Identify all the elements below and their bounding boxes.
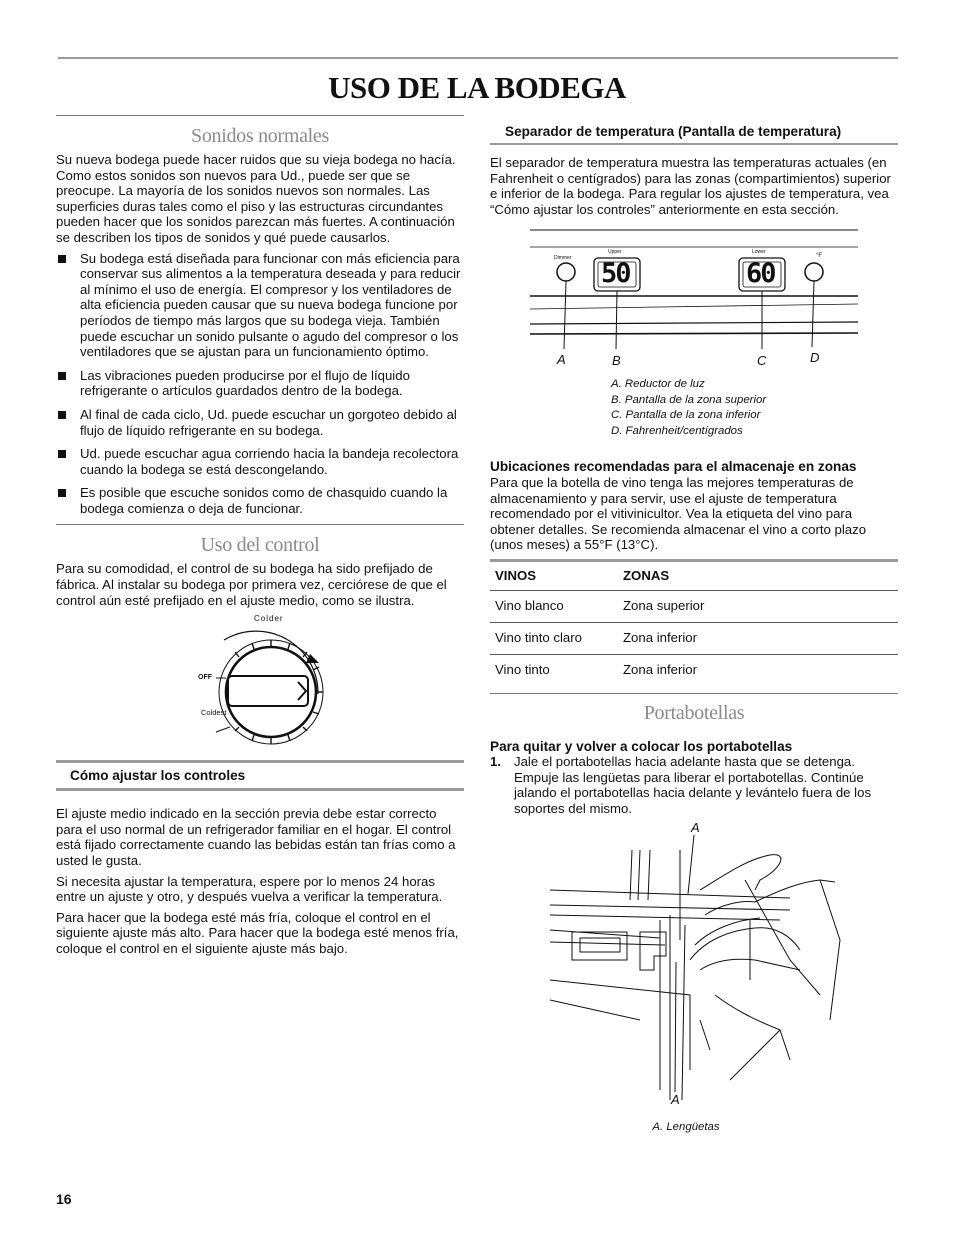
section-divider: [490, 143, 898, 145]
list-item: Ud. puede escuchar agua corriendo hacia la bandeja recolectora cuando la bodega se está descongelando.: [56, 446, 464, 477]
control-intro: Para su comodidad, el control de su bodega ha sido prefijado de fábrica. Al instalar su bodega por primera vez, cerciórese de que el control aún esté prefijado en el ajuste medio, como se ilustra.: [56, 561, 447, 608]
control-dial-figure: [56, 614, 464, 756]
callout-a: A: [557, 352, 566, 368]
dial-label-off: OFF: [198, 674, 212, 682]
upper-label: Upper: [608, 249, 622, 256]
section-divider: [56, 524, 464, 525]
panel-captions: [611, 377, 898, 439]
list-item: Al final de cada ciclo, Ud. puede escuchar un gorgoteo debido al flujo de líquido refrigerante en su bodega.: [56, 407, 464, 438]
temperature-panel-icon: [490, 229, 898, 379]
sonidos-list: [56, 251, 464, 517]
table-cell: Vino tinto claro: [490, 622, 618, 654]
callout-a-bottom: A: [671, 1092, 680, 1108]
dial-label-colder: Colder: [254, 614, 284, 624]
table-header: ZONAS: [618, 560, 898, 590]
section-title-control: Uso del control: [200, 534, 320, 557]
dial-label-coldest: Coldest: [201, 708, 227, 718]
unit-label: °F: [816, 253, 823, 260]
callout-c: C: [757, 353, 767, 369]
caption-line: C. Pantalla de la zona inferior: [611, 409, 761, 422]
table-header: VINOS: [490, 560, 618, 590]
adjust-controls-heading: Cómo ajustar los controles: [56, 760, 464, 791]
dimmer-label: Dimmer: [554, 255, 572, 262]
storage-heading: Ubicaciones recomendadas para el almacenaje en zonas: [490, 459, 857, 474]
adjust-paragraph: El ajuste medio indicado en la sección previa debe estar correcto para el uso normal de un refrigerador familiar en el hogar. El control está fijado correctamente cuando las bebidas están tan frías como a usted le gusta.: [56, 806, 456, 869]
bullet-icon: [58, 372, 66, 380]
table-cell: Zona superior: [618, 590, 898, 622]
sonidos-intro: Su nueva bodega puede hacer ruidos que su vieja bodega no hacía. Como estos sonidos son nuevos para Ud., puede ser que se preocupe. La mayoría de los sonidos nuevos son normales. Las superficies duras tales como el piso y las estructuras circundantes pueden hacer que los sonidos parezcan más fuertes. A continuación se describen los tipos de sonidos y qué puede causarlos.: [56, 152, 456, 245]
storage-intro: Para que la botella de vino tenga las mejores temperaturas de almacenamiento y para servir, use el ajuste de temperatura recomendado por el vitivinicultor. Vea la etiqueta del vino para obtener detalles. Se recomienda almacenar el vino a corto plazo (unos meses) a 55°F (13°C).: [490, 475, 867, 553]
section-title-sonidos: Sonidos normales: [191, 125, 329, 147]
table-cell: Zona inferior: [618, 622, 898, 654]
callout-d: D: [810, 350, 820, 366]
callout-b: B: [612, 353, 621, 369]
section-divider: [490, 693, 898, 694]
separator-intro: El separador de temperatura muestra las temperaturas actuales (en Fahrenheit o centígrados) para las zonas (compartimientos) superior e inferior de la bodega. Para regular los ajustes de temperatura, vea “Cómo ajustar los controles” anteriormente en esta sección.: [490, 155, 891, 217]
callout-a-top: A: [691, 820, 700, 836]
lower-temp-display: 60: [746, 258, 775, 290]
adjust-paragraph: Para hacer que la bodega esté más fría, coloque el control en el siguiente ajuste más alto. Para hacer que la bodega esté menos fría, coloque el control en el siguiente ajuste más bajo.: [56, 909, 459, 956]
step-number: 1.: [490, 753, 501, 769]
caption-line: A. Reductor de luz: [611, 378, 705, 391]
caption-line: B. Pantalla de la zona superior: [611, 393, 767, 406]
bullet-icon: [58, 450, 66, 458]
separator-heading: Separador de temperatura (Pantalla de temperatura): [505, 124, 842, 139]
upper-temp-display: 50: [601, 258, 630, 290]
bullet-icon: [58, 411, 66, 419]
right-column: [490, 115, 898, 1136]
table-cell: Vino tinto: [495, 661, 550, 677]
top-rule: [58, 57, 898, 59]
portabotellas-subheading: Para quitar y volver a colocar los portabotellas: [490, 738, 793, 754]
section-divider: [56, 115, 464, 116]
section-title-portabotellas: Portabotellas: [643, 701, 745, 724]
step-item: [490, 754, 898, 816]
step-text: Jale el portabotellas hacia adelante hasta que se detenga. Empuje las lengüetas para liberar el portabotellas. Continúe jalando el portabotellas hacia delante y levántelo fuera de los soportes del mismo.: [514, 753, 872, 816]
list-item: Es posible que escuche sonidos como de chasquido cuando la bodega comienza o deja de funcionar.: [56, 485, 464, 516]
adjust-paragraph: Si necesita ajustar la temperatura, espere por lo menos 24 horas entre un ajuste y otro, y después vuelva a verificar la temperatura.: [56, 873, 443, 905]
table-row: [490, 654, 898, 693]
table-header-row: [490, 560, 898, 590]
temperature-display-figure: [490, 229, 898, 379]
table-cell: Vino blanco: [490, 590, 618, 622]
table-cell: Zona inferior: [623, 661, 698, 677]
page-title: USO DE LA BODEGA: [328, 70, 626, 105]
table-row: [490, 622, 898, 654]
page-number: 16: [56, 1191, 72, 1207]
bullet-icon: [58, 489, 66, 497]
list-item: Las vibraciones pueden producirse por el flujo de líquido refrigerante o artículos guardados dentro de la bodega.: [56, 368, 464, 399]
table-row: [490, 590, 898, 622]
bullet-icon: [58, 255, 66, 263]
control-dial-icon: [56, 614, 464, 756]
lower-label: Lower: [752, 249, 766, 256]
caption-line: D. Fahrenheit/centígrados: [611, 424, 743, 437]
wine-rack-figure: [490, 820, 898, 1124]
wine-zone-table: [490, 559, 898, 693]
list-item: Su bodega está diseñada para funcionar con más eficiencia para conservar sus alimentos a la temperatura deseada y para reducir al mínimo el uso de energía. El compresor y los ventiladores de alta eficiencia pueden causar que su nueva bodega funcione por períodos de tiempo más largos que su bodega vieja. También puede escuchar un sonido pulsante o agudo del compresor o los ventiladores que se ajustan para un funcionamiento óptimo.: [56, 251, 464, 360]
left-column: [56, 115, 464, 957]
wine-rack-illustration-icon: [490, 820, 898, 1124]
rack-caption: A. Lengüetas: [652, 1121, 720, 1134]
